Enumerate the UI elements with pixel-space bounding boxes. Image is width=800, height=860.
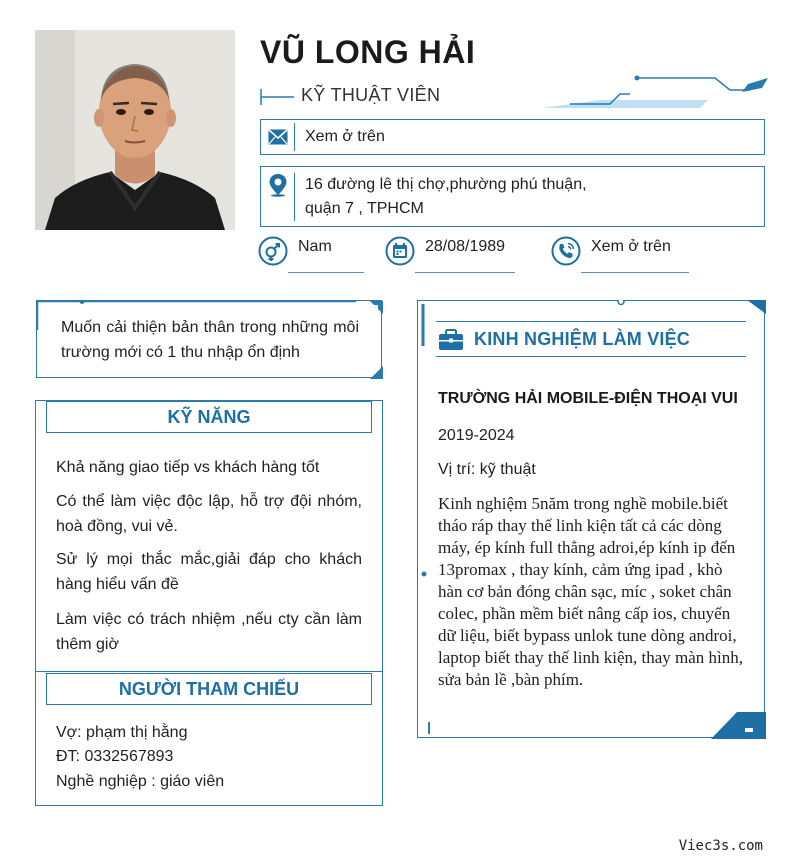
work-period: 2019-2024: [438, 427, 515, 444]
phone-item: [551, 236, 691, 280]
experience-heading-bar: [436, 321, 746, 357]
job-description: Kinh nghiệm 5năm trong nghề mobile.biết tháo ráp thay thế linh kiện tất cả các dòng máy, ép kính full thẳng adroi,ép kính ip đến 13promax , thay kính, cảm ứng ipad , khò hàn cơ bản đóng chân sạc, míc , soket chân colec, phần mềm biết nâng cấp ios, chuyển dữ liệu, biết bypass unlok tune dòng androi, laptop biết thay thế linh kiện, thay màn hình, sửa bản lề ,bàn phím.: [438, 494, 743, 689]
birthday-text: 28/08/1989: [425, 238, 506, 255]
phone-text: Xem ở trên: [591, 238, 671, 255]
location-pin-icon: [268, 173, 288, 197]
gender-text: Nam: [298, 238, 332, 255]
reference-line: Vợ: phạm thị hằng: [56, 724, 188, 741]
decorative-circuit: [540, 74, 770, 114]
references-heading: NGƯỜI THAM CHIẾU: [46, 673, 372, 705]
objective-box: [36, 300, 382, 378]
skill-item: Có thể làm việc độc lập, hỗ trợ đội nhóm, hoà đồng, vui vẻ.: [56, 493, 362, 535]
footer-brand: Viec3s.com: [678, 838, 763, 854]
email-box: [260, 119, 765, 155]
address-icon-cell: [261, 173, 295, 221]
job-position: Vị trí: kỹ thuật: [438, 461, 536, 478]
title-marker-icon: [260, 87, 294, 107]
experience-panel: [417, 300, 765, 738]
profile-photo: [35, 30, 235, 230]
gender-icon: [258, 236, 288, 266]
address-box: [260, 166, 765, 227]
phone-icon: [551, 236, 581, 266]
objective-text: Muốn cải thiện bản thân trong những môi trường mới có 1 thu nhập ổn định: [61, 319, 359, 361]
reference-line: ĐT: 0332567893: [56, 748, 174, 765]
calendar-icon: [385, 236, 415, 266]
gender-item: [258, 236, 364, 280]
section-divider: [36, 671, 382, 672]
skill-item: Sử lý mọi thắc mắc,giải đáp cho khách hàng hiểu vấn đề: [56, 551, 362, 593]
address-text: [305, 173, 587, 221]
email-text: Xem ở trên: [305, 128, 385, 145]
address-line-2: quận 7 , TPHCM: [305, 200, 424, 217]
job-title: KỸ THUẬT VIÊN: [301, 85, 441, 105]
skill-item: Làm việc có trách nhiệm ,nếu cty cần làm thêm giờ: [56, 611, 362, 653]
address-line-1: 16 đường lê thị chợ,phường phú thuận,: [305, 176, 587, 193]
company-name: TRƯỜNG HẢI MOBILE-ĐIỆN THOẠI VUI: [438, 390, 738, 407]
briefcase-icon: [438, 329, 464, 351]
birthday-underline: [415, 272, 515, 273]
skill-item: Khả năng giao tiếp vs khách hàng tốt: [56, 459, 320, 476]
skills-heading: KỸ NĂNG: [46, 401, 372, 433]
phone-underline: [581, 272, 689, 273]
skills-references-panel: [35, 400, 383, 806]
birthday-item: [385, 236, 517, 280]
full-name: VŨ LONG HẢI: [260, 34, 476, 70]
email-icon-cell: [261, 123, 295, 151]
gender-underline: [288, 272, 364, 273]
envelope-icon: [268, 129, 288, 145]
experience-heading: KINH NGHIỆM LÀM VIỆC: [474, 329, 691, 349]
reference-line: Nghề nghiệp : giáo viên: [56, 773, 225, 790]
